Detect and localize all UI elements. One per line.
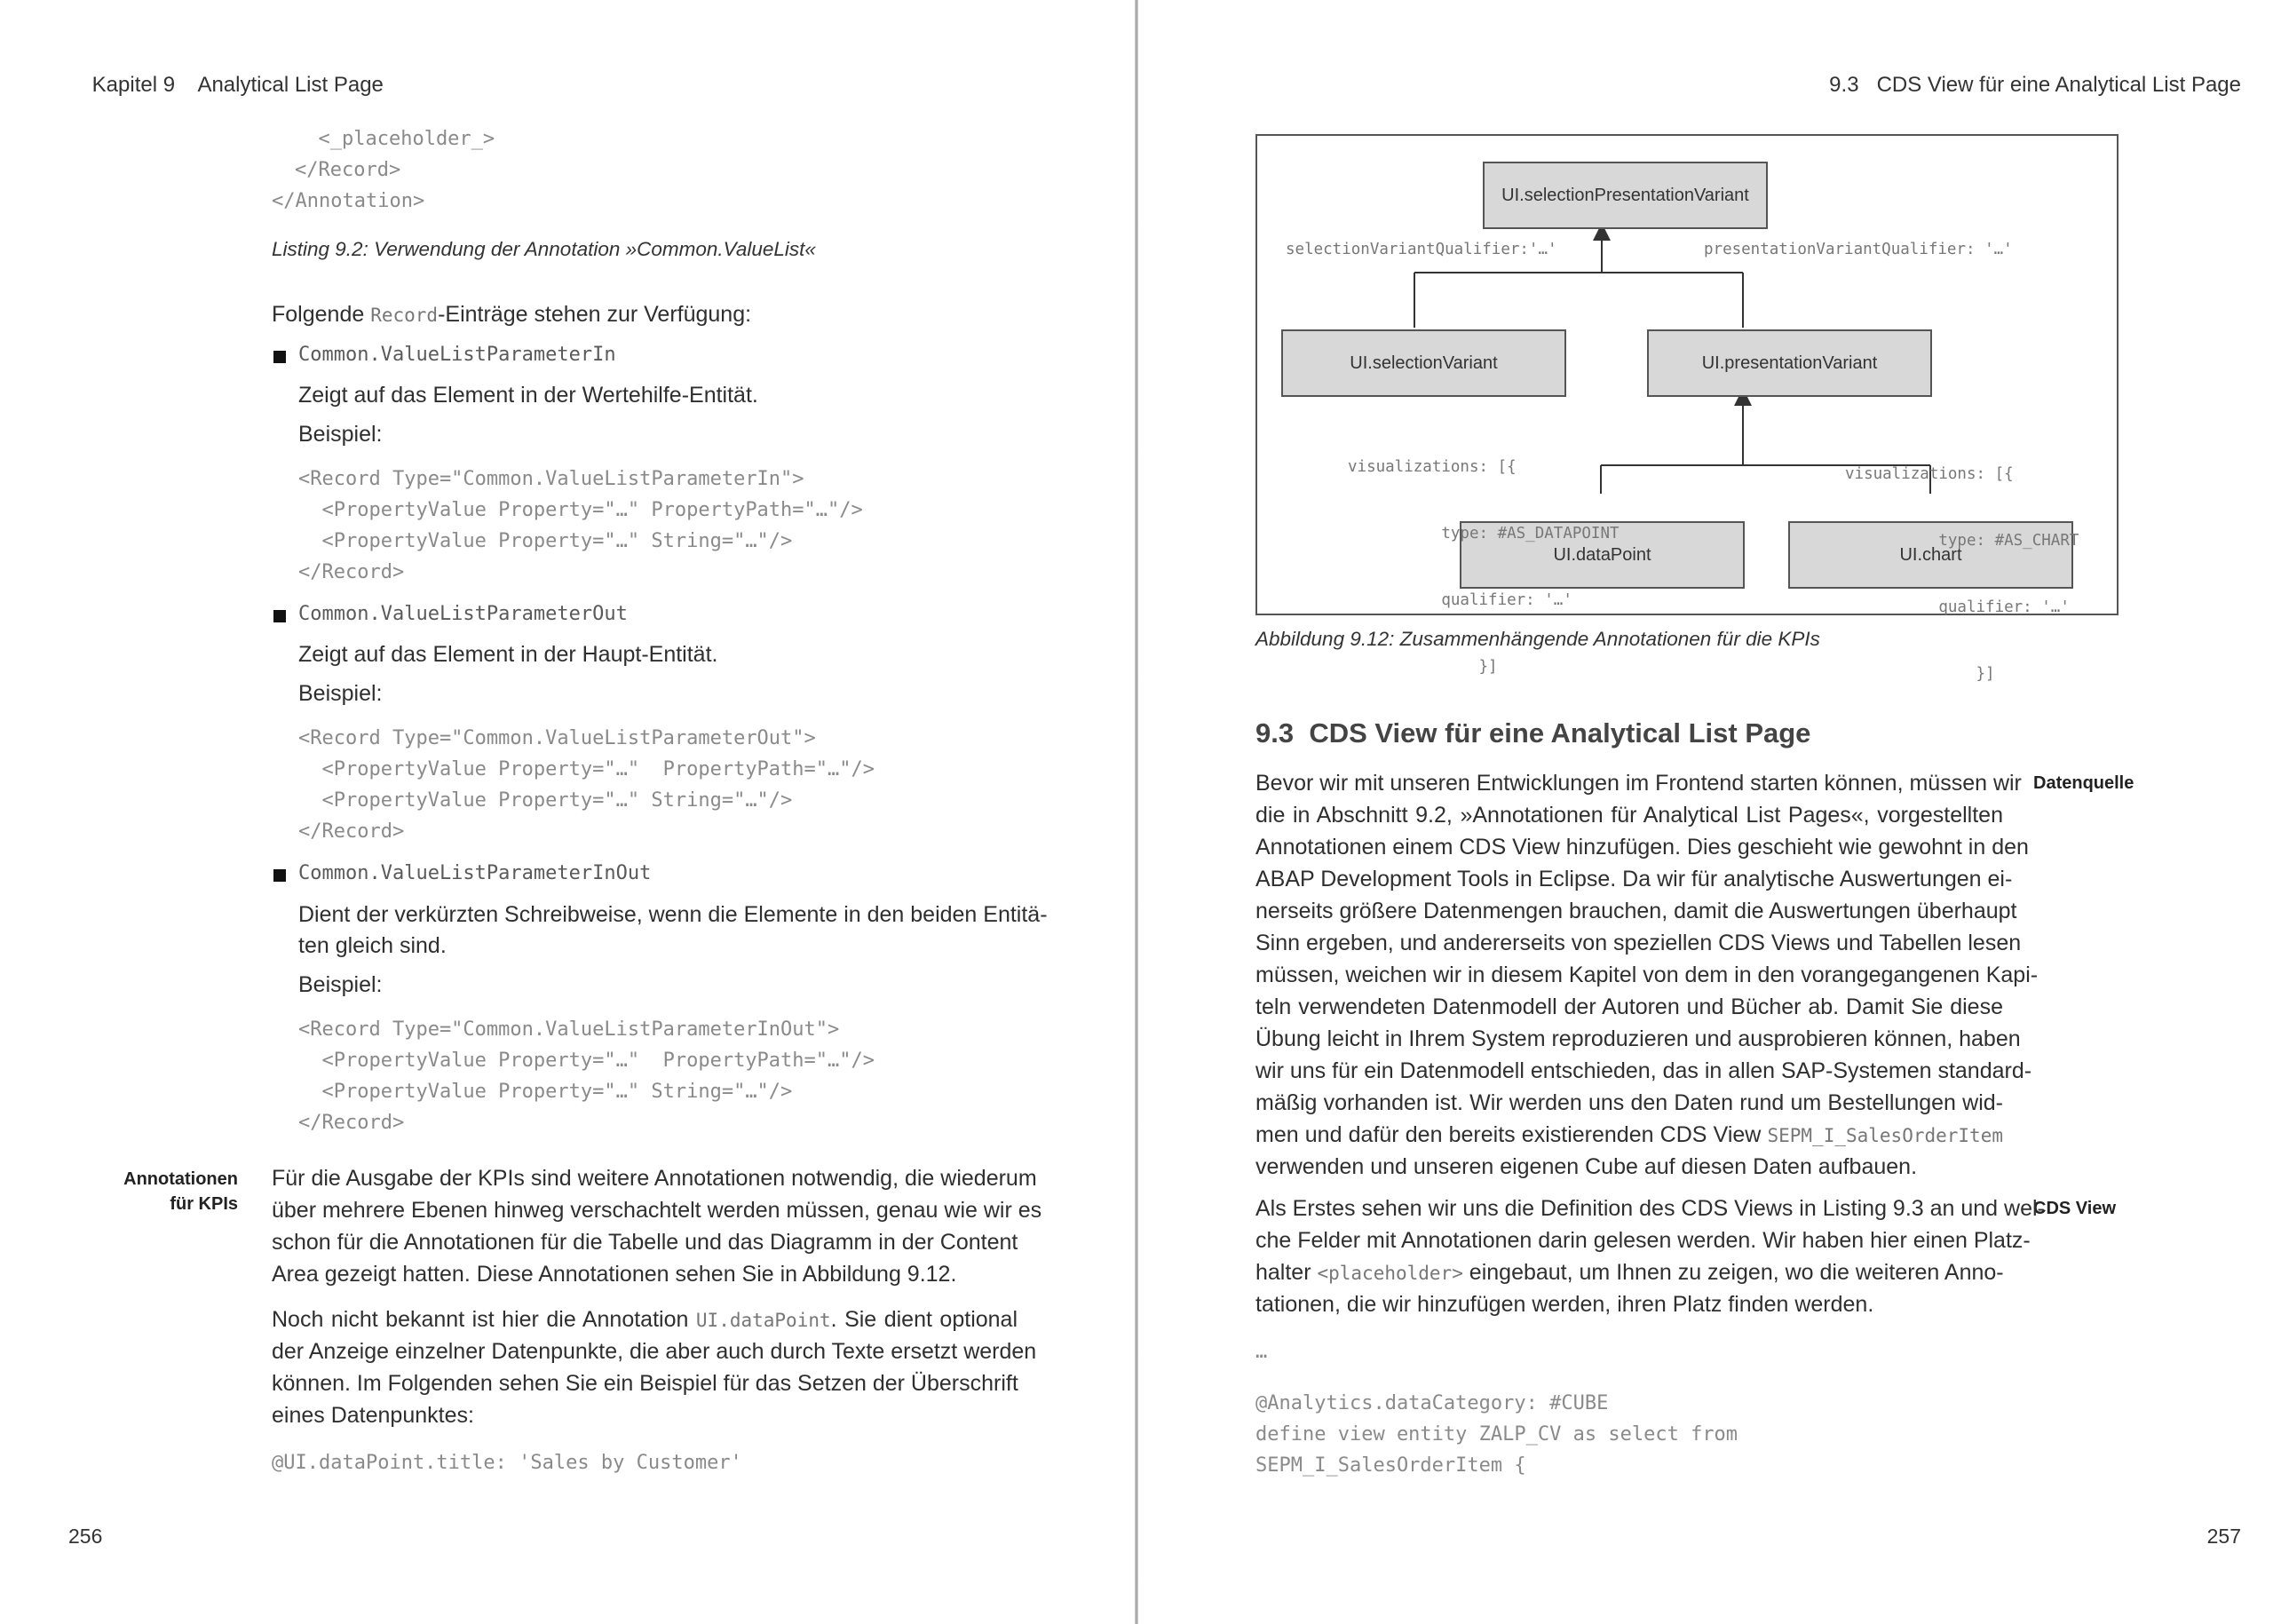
item-description: Dient der verkürzten Schreibweise, wenn die Elemente in den beiden Entitä- (298, 902, 1048, 927)
text-line: teln verwendeten Datenmodell der Autoren und Bücher ab. Damit Sie diese (1255, 994, 2003, 1019)
code-line: @Analytics.dataCategory: #CUBE (1255, 1392, 1609, 1414)
heading-title: CDS View für eine Analytical List Page (1309, 717, 1811, 749)
inline-code: <placeholder> (1317, 1263, 1463, 1284)
box-selection-variant: UI.selectionVariant (1281, 329, 1566, 397)
text-line: Sinn ergeben, und andererseits von speziellen CDS Views und Tabellen lesen (1255, 931, 2022, 955)
bullet-marker (273, 869, 286, 882)
text-line (1255, 1256, 2003, 1289)
box-chart: UI.chart (1788, 521, 2073, 589)
code-line: <Record Type="Common.ValueListParameterIn"> (298, 468, 804, 490)
left-page (0, 0, 1135, 1624)
page-number: 257 (2206, 1525, 2241, 1548)
bullet-marker (273, 610, 286, 622)
text-segment: eingebaut, um Ihnen zu zeigen, wo die weiteren Anno- (1462, 1260, 2004, 1285)
code-line: </Annotation> (272, 190, 425, 212)
label-line: }] (1348, 658, 1498, 676)
text-line: Als Erstes sehen wir uns die Definition des CDS Views in Listing 9.3 an und wel- (1255, 1196, 2045, 1221)
code-line: <Record Type="Common.ValueListParameterInOut"> (298, 1018, 840, 1041)
code-line: <PropertyValue Property="…" String="…"/> (298, 1081, 793, 1103)
inline-code: SEPM_I_SalesOrderItem (1767, 1125, 2003, 1146)
code-line: </Record> (295, 159, 401, 181)
item-description: Zeigt auf das Element in der Haupt-Entität. (298, 642, 718, 667)
text-line (1255, 1119, 2003, 1152)
section-number: 9.3 (1829, 73, 1859, 97)
text-line: Für die Ausgabe der KPIs sind weitere Annotationen notwendig, die wiederum (272, 1166, 1037, 1191)
example-label: Beispiel: (298, 422, 383, 447)
text-line: die in Abschnitt 9.2, »Annotationen für Analytical List Pages«, vorgestellten (1255, 803, 2003, 828)
label-visualizations-chart (1845, 419, 2079, 730)
text-line: können. Im Folgenden sehen Sie ein Beispiel für das Setzen der Überschrift (272, 1371, 1018, 1396)
label-line: visualizations: [{ (1348, 458, 1517, 476)
text-line: che Felder mit Annotationen darin gelesen werden. Wir haben hier einen Platz- (1255, 1228, 2031, 1253)
text-line: nerseits größere Datenmengen brauchen, damit die Auswertungen überhaupt (1255, 899, 2017, 923)
box-presentation-variant: UI.presentationVariant (1647, 329, 1932, 397)
text-line: ABAP Development Tools in Eclipse. Da wir für analytische Auswertungen ei- (1255, 867, 2013, 891)
text-line: Annotationen einem CDS View hinzufügen. Dies geschieht wie gewohnt in den (1255, 835, 2029, 860)
label-selection-qualifier: selectionVariantQualifier:'…' (1286, 241, 1557, 258)
text-line (272, 1303, 1018, 1336)
label-line: visualizations: [{ (1845, 465, 2014, 483)
margin-note-kpis (0, 1167, 238, 1216)
text-segment: Noch nicht bekannt ist hier die Annotation (272, 1307, 696, 1332)
example-label: Beispiel: (298, 972, 383, 997)
text-line: verwenden und unseren eigenen Cube auf diesen Daten aufbauen. (1255, 1154, 1918, 1179)
code-line: <PropertyValue Property="…" PropertyPath="…"/> (298, 758, 875, 780)
box-data-point: UI.dataPoint (1460, 521, 1745, 589)
heading-number: 9.3 (1255, 717, 1295, 749)
label-line: }] (1845, 665, 1995, 683)
section-title: CDS View für eine Analytical List Page (1876, 73, 2241, 97)
margin-note-line: Annotationen (123, 1169, 238, 1189)
inline-code: UI.dataPoint (695, 1310, 831, 1331)
label-visualizations-datapoint (1348, 412, 1620, 723)
text-line: Bevor wir mit unseren Entwicklungen im Frontend starten können, müssen wir (1255, 771, 2022, 796)
paragraph-listing-intro (1255, 1192, 2045, 1320)
text-line: Übung leicht in Ihrem System reproduzieren und ausprobieren können, haben (1255, 1026, 2021, 1051)
bullet-marker (273, 351, 286, 363)
margin-note-cds-view: CDS View (2033, 1199, 2116, 1218)
figure-caption: Abbildung 9.12: Zusammenhängende Annotationen für die KPIs (1255, 628, 1820, 650)
chapter-number: Kapitel 9 (91, 73, 176, 97)
paragraph-intro (1255, 767, 2039, 1183)
listing-caption: Listing 9.2: Verwendung der Annotation »Common.ValueList« (272, 238, 816, 260)
text-line: wir uns für ein Datenmodell entschieden, das in allen SAP-Systemen standard- (1255, 1058, 2032, 1083)
label-presentation-qualifier: presentationVariantQualifier: '…' (1704, 241, 2013, 258)
item-description: Zeigt auf das Element in der Wertehilfe-Entität. (298, 383, 758, 408)
code-line: define view entity ZALP_CV as select from (1255, 1423, 1738, 1446)
paragraph-kpi-annotations (272, 1162, 1042, 1290)
margin-note-datasource: Datenquelle (2033, 773, 2134, 793)
code-ellipsis: … (1255, 1341, 1268, 1363)
code-line: </Record> (298, 561, 405, 583)
code-line: <PropertyValue Property="…" String="…"/> (298, 789, 793, 812)
page-number: 256 (68, 1525, 103, 1548)
example-label: Beispiel: (298, 681, 383, 706)
item-name: Common.ValueListParameterIn (298, 344, 616, 366)
right-page (1138, 0, 2273, 1624)
code-line: <PropertyValue Property="…" String="…"/> (298, 530, 793, 552)
running-header-section (1806, 48, 2242, 123)
paragraph-datapoint (272, 1303, 1037, 1431)
margin-note-line: für KPIs (170, 1194, 238, 1214)
item-name: Common.ValueListParameterInOut (298, 862, 652, 884)
item-name: Common.ValueListParameterOut (298, 603, 628, 625)
code-line: @UI.dataPoint.title: 'Sales by Customer' (272, 1452, 742, 1474)
text-segment: men und dafür den bereits existierenden CDS View (1255, 1122, 1768, 1147)
code-line: <PropertyValue Property="…" PropertyPath="…"/> (298, 1050, 875, 1072)
label-line: type: #AS_CHART (1845, 532, 2079, 550)
text-line: tationen, die wir hinzufügen werden, ihren Platz finden werden. (1255, 1292, 1874, 1317)
text-line: über mehrere Ebenen hinweg verschachtelt werden müssen, genau wie wir es (272, 1198, 1042, 1223)
text-line: der Anzeige einzelner Datenpunkte, die aber auch durch Texte ersetzt werden (272, 1339, 1037, 1364)
text-segment: halter (1255, 1260, 1318, 1285)
intro-post: -Einträge stehen zur Verfügung: (438, 302, 752, 327)
running-header-chapter (68, 48, 384, 123)
intro-pre: Folgende (272, 302, 371, 327)
code-line: </Record> (298, 820, 405, 843)
code-line: <PropertyValue Property="…" PropertyPath="…"/> (298, 499, 863, 521)
label-line: type: #AS_DATAPOINT (1348, 525, 1620, 543)
box-selection-presentation-variant: UI.selectionPresentationVariant (1483, 162, 1768, 229)
text-line: Area gezeigt hatten. Diese Annotationen sehen Sie in Abbildung 9.12. (272, 1262, 957, 1287)
intro-code: Record (370, 305, 439, 326)
intro-text (272, 298, 751, 331)
section-heading (1255, 717, 1810, 749)
chapter-title: Analytical List Page (197, 73, 384, 97)
code-line: <Record Type="Common.ValueListParameterOut"> (298, 727, 816, 749)
label-line: qualifier: '…' (1348, 591, 1572, 609)
item-description: ten gleich sind. (298, 933, 447, 958)
text-line: mäßig vorhanden ist. Wir werden uns den Daten rund um Bestellungen wid- (1255, 1090, 2003, 1115)
code-line: </Record> (298, 1112, 405, 1134)
text-line: eines Datenpunktes: (272, 1403, 474, 1428)
text-segment: . Sie dient optional (830, 1307, 1018, 1332)
text-line: schon für die Annotationen für die Tabelle und das Diagramm in der Content (272, 1230, 1018, 1255)
code-line: SEPM_I_SalesOrderItem { (1255, 1454, 1526, 1477)
label-line: qualifier: '…' (1845, 598, 2070, 616)
text-line: müssen, weichen wir in diesem Kapitel von dem in den vorangegangenen Kapi- (1255, 963, 2039, 987)
code-line: <_placeholder_> (295, 128, 495, 150)
